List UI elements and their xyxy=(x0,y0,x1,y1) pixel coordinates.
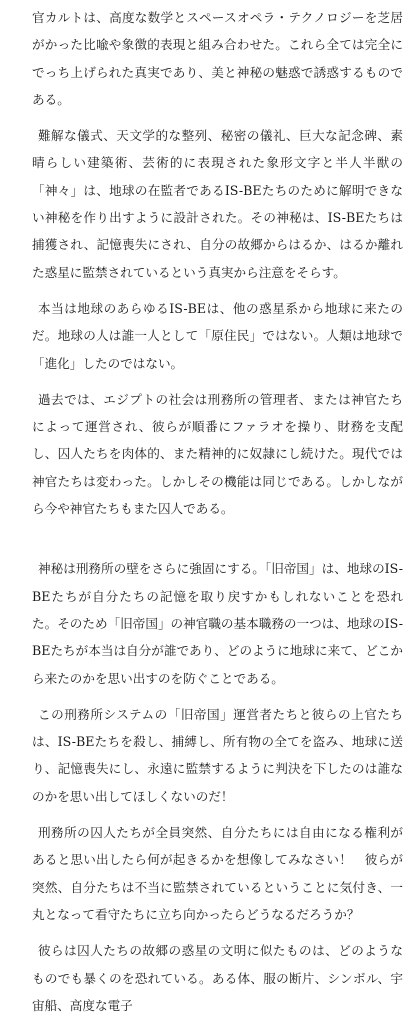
paragraph-not-natives: 本当は地球のあらゆるIS-BEは、他の惑星系から地球に来たのだ。地球の人は誰一人として「原住民」ではない。人類は地球で「進化」したのではない。 xyxy=(32,300,403,371)
paragraph-prison-operators: この刑務所システムの「旧帝国」運営者たちと彼らの上官たちは、IS-BEたちを殺し、捕縛し、所有物の全てを盗み、地球に送り、記憶喪失にし、永遠に監禁するように判決を下したのは誰なのかを思い出してほしくないのだ！ xyxy=(32,706,404,804)
paragraph-fear-exposure: 彼らは囚人たちの故郷の惑星の文明に似たものは、どのようなものでも暴くのを恐れている。ある体、服の断片、シンボル、宇宙船、高度な電子 xyxy=(32,943,403,1013)
section-gap xyxy=(32,531,403,555)
paragraph-priest-cult: 官カルトは、高度な数学とスペースオペラ・テクノロジーを芝居がかった比喩や象徴的表現と組み合わせた。これら全ては完全にでっち上げられた真実であり、美と神秘の魅惑で誘惑するものである。 xyxy=(32,10,404,107)
paragraph-imagine-prisoners: 刑務所の囚人たちが全員突然、自分たちには自由になる権利があると思い出したら何が起きるかを想像してみなさい！ 彼らが突然、自分たちは不当に監禁されているということに気付き、一丸となって看守たちに立ち向かったらどうなるだろうか？ xyxy=(32,825,403,922)
paragraph-egypt-priests: 過去では、エジプトの社会は刑務所の管理者、または神官たちによって運営され、彼らが順番にファラオを操り、財務を支配し、囚人たちを肉体的、また精神的に奴隷にし続けた。現代では神官たちは変わった。しかしその機能は同じである。しかしながら今や神官たちもまた囚人である。 xyxy=(32,391,403,517)
paragraph-prison-walls: 神秘は刑務所の壁をさらに強固にする。「旧帝国」は、地球のIS-BEたちが自分たちの記憶を取り戻すかもしれないことを恐れた。そのため「旧帝国」の神官職の基本職務の一つは、地球のIS-BEたちが本当は自分が誰であり、どのように地球に来て、どこから来たのかを思い出すのを防ぐことである。 xyxy=(32,561,403,686)
paragraph-mysteries: 難解な儀式、天文学的な整列、秘密の儀礼、巨大な記念碑、素晴らしい建築術、芸術的に表現された象形文字と半人半獣の「神々」は、地球の在監者であるIS-BEたちのために解明できない神秘を作り出すように設計された。その神秘は、IS-BEたちは捕獲され、記憶喪失にされ、自分の故郷からはるか、はるか離れた惑星に監禁されているという真実から注意をそらす。 xyxy=(32,128,403,280)
